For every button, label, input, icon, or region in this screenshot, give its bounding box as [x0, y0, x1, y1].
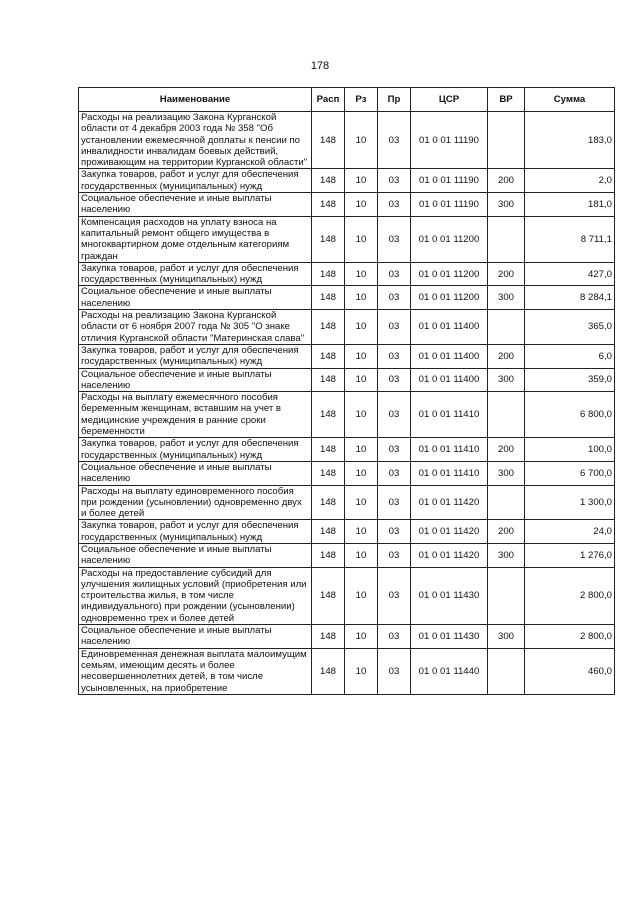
cell-name: Закупка товаров, работ и услуг для обеспечения государственных (муниципальных) нужд	[79, 262, 312, 286]
cell-pr: 03	[378, 567, 411, 624]
cell-rz: 10	[345, 567, 378, 624]
table-row	[79, 625, 615, 649]
cell-sum: 1 300,0	[525, 485, 615, 520]
cell-csr: 01 0 01 11400	[411, 344, 488, 368]
cell-rasp: 148	[312, 648, 345, 694]
cell-pr: 03	[378, 216, 411, 262]
cell-vr: 200	[488, 169, 525, 193]
table-row	[79, 461, 615, 485]
cell-pr: 03	[378, 461, 411, 485]
header-vr: ВР	[488, 88, 525, 112]
cell-pr: 03	[378, 112, 411, 169]
cell-sum: 100,0	[525, 438, 615, 462]
cell-name: Единовременная денежная выплата малоимущим семьям, имеющим десять и более несовершеннолетних детей, в том числе усыновленных, на приобретение	[79, 648, 312, 694]
cell-name: Социальное обеспечение и иные выплаты населению	[79, 193, 312, 217]
cell-pr: 03	[378, 368, 411, 392]
cell-rasp: 148	[312, 543, 345, 567]
cell-rz: 10	[345, 286, 378, 310]
cell-csr: 01 0 01 11410	[411, 438, 488, 462]
cell-vr: 300	[488, 461, 525, 485]
cell-csr: 01 0 01 11190	[411, 169, 488, 193]
cell-rz: 10	[345, 216, 378, 262]
cell-sum: 183,0	[525, 112, 615, 169]
cell-csr: 01 0 01 11200	[411, 262, 488, 286]
cell-pr: 03	[378, 344, 411, 368]
cell-vr: 200	[488, 520, 525, 544]
cell-rasp: 148	[312, 310, 345, 345]
cell-vr: 300	[488, 286, 525, 310]
cell-sum: 2 800,0	[525, 625, 615, 649]
cell-rasp: 148	[312, 461, 345, 485]
cell-csr: 01 0 01 11190	[411, 193, 488, 217]
cell-sum: 8 284,1	[525, 286, 615, 310]
cell-vr: 200	[488, 262, 525, 286]
cell-rasp: 148	[312, 286, 345, 310]
cell-rz: 10	[345, 438, 378, 462]
page-number: 178	[310, 60, 330, 72]
cell-name: Социальное обеспечение и иные выплаты населению	[79, 461, 312, 485]
table-header-row	[79, 88, 615, 112]
cell-sum: 8 711,1	[525, 216, 615, 262]
cell-sum: 359,0	[525, 368, 615, 392]
cell-rz: 10	[345, 169, 378, 193]
table-row	[79, 262, 615, 286]
cell-pr: 03	[378, 392, 411, 438]
cell-pr: 03	[378, 286, 411, 310]
cell-vr	[488, 216, 525, 262]
cell-pr: 03	[378, 648, 411, 694]
cell-rz: 10	[345, 520, 378, 544]
budget-table	[78, 87, 615, 695]
cell-rz: 10	[345, 193, 378, 217]
cell-vr	[488, 648, 525, 694]
cell-csr: 01 0 01 11420	[411, 520, 488, 544]
cell-rasp: 148	[312, 392, 345, 438]
cell-rz: 10	[345, 485, 378, 520]
cell-sum: 2,0	[525, 169, 615, 193]
cell-rasp: 148	[312, 344, 345, 368]
cell-rasp: 148	[312, 368, 345, 392]
cell-rasp: 148	[312, 193, 345, 217]
cell-pr: 03	[378, 169, 411, 193]
cell-sum: 427,0	[525, 262, 615, 286]
cell-pr: 03	[378, 625, 411, 649]
cell-rz: 10	[345, 310, 378, 345]
cell-pr: 03	[378, 262, 411, 286]
cell-csr: 01 0 01 11190	[411, 112, 488, 169]
cell-pr: 03	[378, 310, 411, 345]
cell-rz: 10	[345, 392, 378, 438]
cell-sum: 24,0	[525, 520, 615, 544]
header-rasp: Расп	[312, 88, 345, 112]
cell-csr: 01 0 01 11420	[411, 543, 488, 567]
header-csr: ЦСР	[411, 88, 488, 112]
table-row	[79, 543, 615, 567]
cell-vr: 200	[488, 438, 525, 462]
table-row	[79, 286, 615, 310]
cell-rz: 10	[345, 262, 378, 286]
table-row	[79, 344, 615, 368]
cell-rasp: 148	[312, 216, 345, 262]
cell-rz: 10	[345, 461, 378, 485]
cell-rasp: 148	[312, 567, 345, 624]
cell-rz: 10	[345, 368, 378, 392]
cell-name: Закупка товаров, работ и услуг для обеспечения государственных (муниципальных) нужд	[79, 438, 312, 462]
cell-vr: 300	[488, 193, 525, 217]
cell-name: Закупка товаров, работ и услуг для обеспечения государственных (муниципальных) нужд	[79, 344, 312, 368]
cell-csr: 01 0 01 11430	[411, 567, 488, 624]
cell-name: Расходы на выплату единовременного пособия при рождении (усыновлении) одновременно двух и более детей	[79, 485, 312, 520]
cell-name: Закупка товаров, работ и услуг для обеспечения государственных (муниципальных) нужд	[79, 520, 312, 544]
cell-csr: 01 0 01 11400	[411, 310, 488, 345]
table-row	[79, 520, 615, 544]
cell-csr: 01 0 01 11440	[411, 648, 488, 694]
cell-vr	[488, 485, 525, 520]
cell-csr: 01 0 01 11420	[411, 485, 488, 520]
table-row	[79, 485, 615, 520]
table-row	[79, 216, 615, 262]
cell-vr	[488, 310, 525, 345]
cell-vr: 300	[488, 368, 525, 392]
cell-name: Социальное обеспечение и иные выплаты населению	[79, 543, 312, 567]
cell-vr	[488, 392, 525, 438]
cell-name: Расходы на реализацию Закона Курганской области от 4 декабря 2003 года № 358 "Об установлении ежемесячной доплаты к пенсии по инвалидности инвалидам боевых действий, проживающим на территории Курганской области"	[79, 112, 312, 169]
cell-sum: 460,0	[525, 648, 615, 694]
cell-sum: 6 700,0	[525, 461, 615, 485]
table-row	[79, 567, 615, 624]
cell-csr: 01 0 01 11400	[411, 368, 488, 392]
table-row	[79, 112, 615, 169]
cell-sum: 2 800,0	[525, 567, 615, 624]
table-row	[79, 392, 615, 438]
cell-name: Социальное обеспечение и иные выплаты населению	[79, 286, 312, 310]
cell-rz: 10	[345, 543, 378, 567]
cell-name: Закупка товаров, работ и услуг для обеспечения государственных (муниципальных) нужд	[79, 169, 312, 193]
cell-vr: 200	[488, 344, 525, 368]
cell-pr: 03	[378, 520, 411, 544]
cell-rasp: 148	[312, 520, 345, 544]
table-row	[79, 310, 615, 345]
cell-vr: 300	[488, 543, 525, 567]
cell-sum: 6,0	[525, 344, 615, 368]
table-row	[79, 169, 615, 193]
cell-name: Расходы на предоставление субсидий для улучшения жилищных условий (приобретения или строительства жилья, в том числе индивидуального) при рождении (усыновлении) одновременно трех и более детей	[79, 567, 312, 624]
cell-sum: 181,0	[525, 193, 615, 217]
header-rz: Рз	[345, 88, 378, 112]
cell-csr: 01 0 01 11430	[411, 625, 488, 649]
cell-pr: 03	[378, 438, 411, 462]
cell-rasp: 148	[312, 438, 345, 462]
cell-rasp: 148	[312, 625, 345, 649]
header-pr: Пр	[378, 88, 411, 112]
cell-rz: 10	[345, 344, 378, 368]
cell-name: Компенсация расходов на уплату взноса на капитальный ремонт общего имущества в многоквартирном доме отдельным категориям граждан	[79, 216, 312, 262]
cell-sum: 6 800,0	[525, 392, 615, 438]
header-sum: Сумма	[525, 88, 615, 112]
cell-rasp: 148	[312, 262, 345, 286]
cell-csr: 01 0 01 11200	[411, 216, 488, 262]
cell-vr: 300	[488, 625, 525, 649]
cell-rz: 10	[345, 648, 378, 694]
cell-vr	[488, 112, 525, 169]
table-row	[79, 368, 615, 392]
cell-csr: 01 0 01 11410	[411, 392, 488, 438]
cell-rasp: 148	[312, 485, 345, 520]
cell-pr: 03	[378, 543, 411, 567]
cell-csr: 01 0 01 11200	[411, 286, 488, 310]
cell-rasp: 148	[312, 112, 345, 169]
cell-name: Социальное обеспечение и иные выплаты населению	[79, 625, 312, 649]
cell-sum: 1 276,0	[525, 543, 615, 567]
cell-rasp: 148	[312, 169, 345, 193]
table-row	[79, 438, 615, 462]
cell-vr	[488, 567, 525, 624]
header-name: Наименование	[79, 88, 312, 112]
cell-sum: 365,0	[525, 310, 615, 345]
cell-pr: 03	[378, 485, 411, 520]
cell-rz: 10	[345, 112, 378, 169]
table-row	[79, 648, 615, 694]
table-row	[79, 193, 615, 217]
cell-csr: 01 0 01 11410	[411, 461, 488, 485]
cell-name: Расходы на выплату ежемесячного пособия беременным женщинам, вставшим на учет в медицинские учреждения в ранние сроки беременности	[79, 392, 312, 438]
cell-name: Социальное обеспечение и иные выплаты населению	[79, 368, 312, 392]
cell-rz: 10	[345, 625, 378, 649]
cell-pr: 03	[378, 193, 411, 217]
cell-name: Расходы на реализацию Закона Курганской области от 6 ноября 2007 года № 305 "О знаке отличия Курганской области "Материнская слава"	[79, 310, 312, 345]
